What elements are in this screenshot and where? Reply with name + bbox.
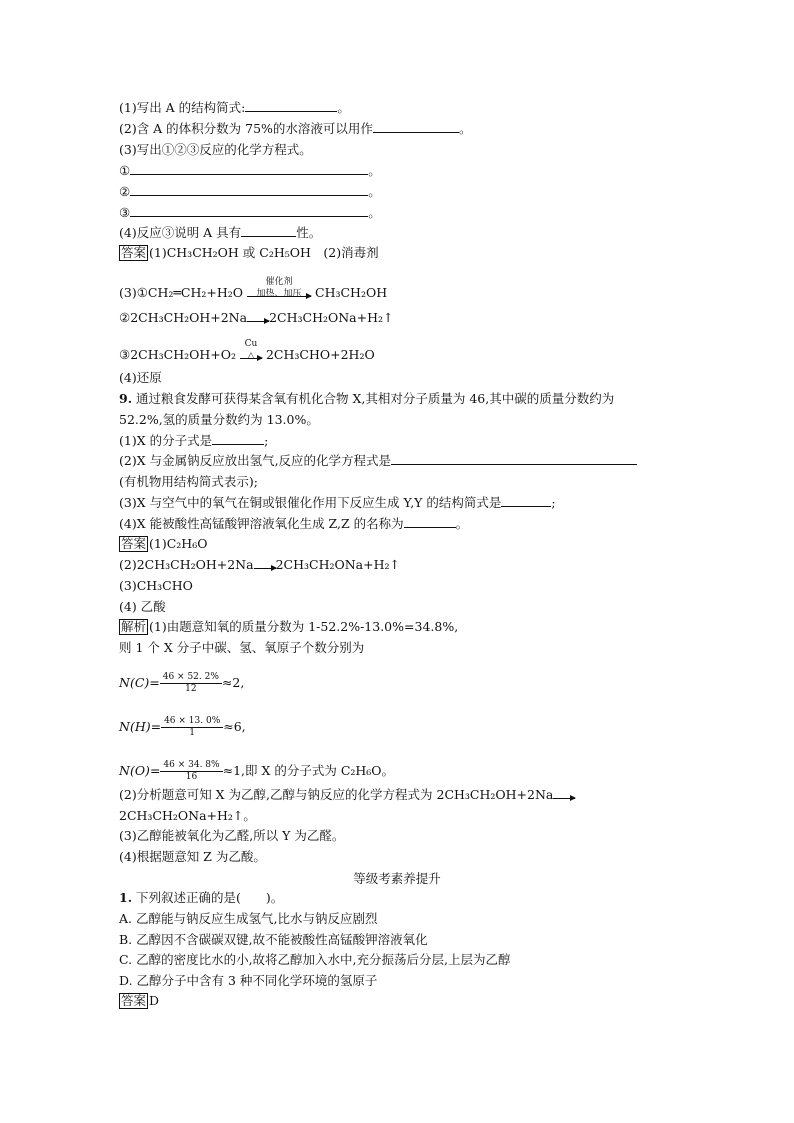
sub-text: (1)X 的分子式是 [119, 433, 213, 448]
circle-2: ② [119, 184, 131, 199]
answer-text: (4)还原 [119, 370, 162, 385]
analysis-text: (2)分析题意可知 X 为乙醇,乙醇与钠反应的化学方程式为 2CH₃CH₂OH+2Na [119, 787, 554, 802]
formula-nc [119, 672, 244, 695]
eq-blank-1 [119, 162, 381, 179]
sub-text: (2)X 与金属钠反应放出氢气,反应的化学方程式是 [119, 453, 392, 468]
formula-no [119, 760, 394, 783]
arrow-condition-bottom: 加热、加压 [256, 289, 302, 299]
answer-eq-1 [119, 277, 388, 301]
q9-sub-1 [119, 432, 268, 449]
eq-right: 2CH₃CH₂ONa+H₂↑ [269, 310, 394, 325]
option-d: D. 乙醇分子中含有 3 种不同化学环境的氢原子 [119, 973, 378, 988]
fraction [160, 672, 222, 695]
circle-3: ③ [119, 205, 131, 220]
answer-tag: 答案 [121, 993, 147, 1008]
question-9-stem-2 [119, 411, 319, 428]
answer-blank [391, 452, 637, 465]
formula-nh [119, 716, 246, 739]
q1-end: 。 [337, 100, 350, 115]
mc-answer [119, 992, 159, 1009]
formula-label: N(C)= [119, 675, 160, 690]
reaction-arrow [240, 339, 262, 361]
q9-analysis-5 [119, 848, 266, 865]
answer-blank [212, 432, 264, 445]
analysis-text: (1)由题意知氧的质量分数为 1-52.2%-13.0%=34.8%, [149, 619, 459, 634]
analysis-text: (4)根据题意知 Z 为乙酸。 [119, 849, 266, 864]
end-mark: 。 [368, 205, 381, 220]
circle-1: ① [119, 163, 131, 178]
q9-sub-4 [119, 515, 468, 532]
answer-text: (1)CH₃CH₂OH 或 C₂H₅OH (2)消毒剂 [149, 245, 379, 260]
fraction-denominator: 16 [185, 772, 198, 782]
fraction-denominator: 1 [189, 728, 196, 738]
answer-blank [130, 183, 368, 196]
q9-analysis-3 [119, 786, 575, 803]
option-a: A. 乙醇能与钠反应生成氢气,比水与钠反应剧烈 [119, 911, 378, 926]
q9-analysis-4 [119, 827, 344, 844]
eq-left: (3)①CH₂ [119, 285, 174, 300]
eq-mid: CH₂+H₂O [180, 285, 244, 300]
sub-end: ; [264, 433, 269, 448]
answer-line-1 [119, 244, 379, 261]
arrow-line [254, 561, 276, 569]
formula-label: N(H)= [119, 719, 162, 734]
q3-text: (3)写出①②③反应的化学方程式。 [119, 142, 312, 157]
stem-text: 通过粮食发酵可获得某含氧有机化合物 X,其相对分子质量为 46,其中碳的质量分数约为 [132, 391, 615, 406]
q2-end: 。 [458, 121, 472, 136]
eq-product: CH₃CH₂OH [315, 285, 388, 300]
analysis-text: 2CH₃CH₂ONa+H₂↑。 [119, 808, 256, 823]
question-9-stem [119, 390, 614, 407]
eq-left: ②2CH₃CH₂OH+2Na [119, 310, 248, 325]
formula-result: ≈2, [221, 675, 245, 690]
q9-analysis-2 [119, 639, 364, 656]
question-number: 9. [119, 391, 133, 406]
option-c: C. 乙醇的密度比水的小,故将乙醇加入水中,充分振荡后分层,上层为乙醇 [119, 952, 511, 967]
eq-left: ③2CH₃CH₂OH+O₂ [119, 347, 236, 362]
q4-text: (4)反应③说明 A 具有 [119, 225, 242, 240]
sub-end: 。 [455, 516, 469, 531]
answer-blank [373, 120, 459, 133]
q9-analysis-1 [119, 618, 458, 635]
question-2 [119, 120, 471, 137]
question-3 [119, 141, 312, 158]
end-mark: 。 [368, 163, 381, 178]
eq-right: 2CH₃CHO+2H₂O [265, 347, 375, 362]
q2-text: (2)含 A 的体积分数为 75%的水溶液可以用作 [119, 121, 373, 136]
arrow-condition-top: 催化剂 [265, 277, 293, 287]
fraction-numerator: 46 × 34. 8% [160, 760, 222, 772]
q9-answer-1 [119, 535, 207, 552]
formula-label: N(O)= [119, 763, 161, 778]
arrow-line [247, 314, 269, 322]
option-b: B. 乙醇因不含碳碳双键,故不能被酸性高锰酸钾溶液氧化 [119, 932, 428, 947]
answer-text: (1)C₂H₆O [149, 536, 208, 551]
answer-text: (3)CH₃CHO [119, 578, 193, 593]
answer-blank [130, 204, 368, 217]
answer-blank [245, 99, 337, 112]
q1-text: (1)写出 A 的结构简式: [119, 100, 246, 115]
fraction-numerator: 46 × 13. 0% [161, 716, 223, 728]
sub-end: ; [551, 495, 556, 510]
sub-text: (有机物用结构简式表示); [119, 474, 258, 489]
sub-text: (3)X 与空气中的氧气在铜或银催化作用下反应生成 Y,Y 的结构简式是 [119, 495, 502, 510]
section-title: 等级考素养提升 [353, 871, 441, 886]
mc-question-1-stem [119, 889, 283, 906]
answer-eq-3 [119, 339, 375, 363]
reaction-arrow [553, 791, 575, 799]
answer-text: (4) 乙酸 [119, 599, 166, 614]
arrow-condition-bottom: △ [247, 351, 255, 361]
arrow-condition-top: Cu [244, 339, 258, 349]
eq-right: 2CH₃CH₂ONa+H₂↑ [275, 557, 400, 572]
answer-tag: 答案 [121, 536, 147, 551]
reaction-arrow [247, 277, 311, 299]
fraction [160, 760, 222, 783]
answer-tag: 答案 [121, 245, 147, 260]
arrow-line [553, 791, 575, 799]
end-mark: 。 [368, 184, 381, 199]
sub-text: (4)X 能被酸性高锰酸钾溶液氧化生成 Z,Z 的名称为 [119, 516, 404, 531]
answer-text: D [149, 993, 160, 1008]
fraction [161, 716, 223, 739]
fraction-numerator: 46 × 52. 2% [160, 672, 222, 684]
q9-sub-2b [119, 473, 258, 490]
q9-sub-3 [119, 494, 556, 511]
q9-answer-4 [119, 598, 166, 615]
eq-left: (2)2CH₃CH₂OH+2Na [119, 557, 254, 572]
q9-answer-2 [119, 556, 400, 573]
q9-answer-3 [119, 577, 193, 594]
answer-blank [501, 494, 551, 507]
formula-result: ≈1,即 X 的分子式为 C₂H₆O。 [222, 763, 395, 778]
formula-result: ≈6, [223, 719, 246, 734]
analysis-text: 则 1 个 X 分子中碳、氢、氧原子个数分别为 [119, 640, 365, 655]
q9-analysis-3b [119, 807, 256, 824]
analysis-text: (3)乙醇能被氧化为乙醛,所以 Y 为乙醛。 [119, 828, 345, 843]
answer-blank [130, 162, 368, 175]
eq-blank-2 [119, 183, 381, 200]
reaction-arrow [254, 561, 276, 569]
analysis-tag: 解析 [121, 619, 147, 634]
stem-text: 52.2%,氢的质量分数约为 13.0%。 [119, 412, 319, 427]
question-number: 1. [119, 890, 133, 905]
stem-text: 下列叙述正确的是( )。 [132, 890, 284, 905]
reaction-arrow [247, 314, 269, 322]
answer-eq-2 [119, 309, 393, 326]
q9-sub-2 [119, 452, 637, 469]
fraction-denominator: 12 [185, 684, 197, 694]
answer-blank [241, 224, 296, 237]
answer-blank [404, 515, 456, 528]
answer-line-4 [119, 369, 162, 386]
eq-blank-3 [119, 204, 381, 221]
question-1 [119, 99, 350, 116]
q4-end: 性。 [296, 225, 322, 240]
double-bond: ═ [173, 285, 181, 300]
question-4 [119, 224, 321, 241]
